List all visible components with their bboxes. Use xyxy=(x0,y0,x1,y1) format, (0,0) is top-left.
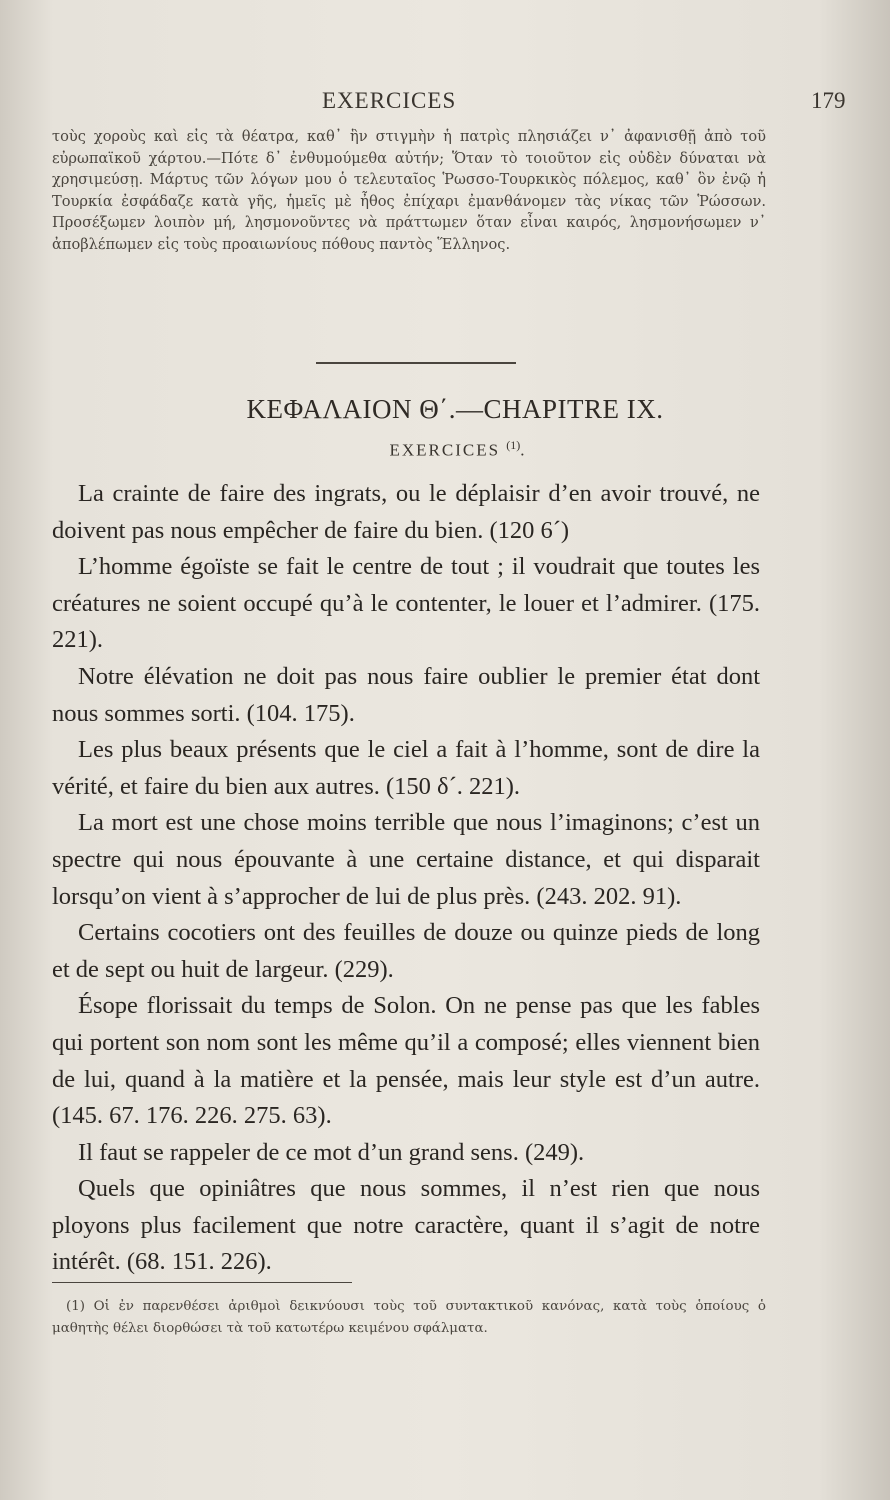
exercise-paragraph: Ésope florissait du temps de Solon. On ne pense pas que les fables qui portent son nom sont les même qu’il a composé; elles viennent bien de lui, quand à la matière et la pensée, mais leur style est d’un autre. (145. 67. 176. 226. 275. 63). xyxy=(52,992,760,1130)
page-header xyxy=(0,88,890,118)
running-title: EXERCICES xyxy=(322,88,457,113)
greek-paragraph: τοὺς χοροὺς καὶ εἰς τὰ θέατρα, καθ᾽ ἣν στιγμὴν ἡ πατρὶς πλησιάζει ν᾽ ἀφανισθῇ ἀπὸ τοῦ εὐρωπαϊκοῦ χάρτου.—Πότε δ᾽ ἐνθυμούμεθα αὐτήν; Ὅταν τὸ τοιοῦτον εἰς οὐδὲν δύναται νὰ χρησιμεύσῃ. Μάρτυς τῶν λόγων μου ὁ τελευταῖος Ῥωσσο-Τουρκικὸς πόλεμος, καθ᾽ ὃν ἐνῷ ἡ Τουρκία ἐσφάδαζε κατὰ γῆς, ἡμεῖς μὲ ἦθος ἐπίχαρι ἐμανθάνομεν τὰς νίκας τῶν Ῥώσσων. Προσέξωμεν λοιπὸν μή, λησμονοῦντες νὰ πράττωμεν ὅταν εἶναι καιρός, λησμονήσωμεν ν᾽ ἀποβλέπωμεν εἰς τοὺς προαιωνίους πόθους παντὸς Ἕλληνος. xyxy=(52,128,766,253)
footnote-marker: (1) xyxy=(506,438,521,452)
exercise-paragraph: Les plus beaux présents que le ciel a fait à l’homme, sont de dire la vérité, et faire du bien aux autres. (150 δ´. 221). xyxy=(52,736,760,800)
section-heading-text: EXERCICES xyxy=(389,440,501,460)
footnote-rule xyxy=(52,1282,352,1283)
exercise-paragraph: Notre élévation ne doit pas nous faire oublier le premier état dont nous sommes sorti. (104. 175). xyxy=(52,662,760,727)
exercise-paragraph: Quels que opiniâtres que nous sommes, il n’est rien que nous ployons plus facilement que notre caractère, quant il s’agit de notre intérêt. (68. 151. 226). xyxy=(52,1175,760,1276)
section-heading: EXERCICES $^{(1)}$. xyxy=(389,438,527,460)
footnote-text: (1) Οἱ ἐν παρενθέσει ἀριθμοὶ δεικνύουσι τοὺς τοῦ συντακτικοῦ κανόνας, κατὰ τοὺς ὁποίους ὁ μαθητὴς θέλει διορθώσει τὰ τοῦ κατωτέρω κειμένου σφάλματα. xyxy=(52,1299,766,1336)
section-divider xyxy=(316,362,516,364)
greek-passage xyxy=(52,126,766,256)
exercise-paragraph: L’homme égoïste se fait le centre de tout ; il voudrait que toutes les créatures ne soient occupé qu’à le contenter, le louer et l’admirer. (175. 221). xyxy=(52,553,760,654)
footnote xyxy=(52,1296,766,1339)
page-number: 179 xyxy=(811,88,846,113)
exercise-paragraph: Il faut se rappeler de ce mot d’un grand sens. (249). xyxy=(78,1138,585,1166)
exercise-paragraph: La mort est une chose moins terrible que nous l’imaginons; c’est un spectre qui nous épouvante à une certaine distance, et qui disparait lorsqu’on vient à s’approcher de lui de plus près. (243. 202. 91). xyxy=(52,809,760,910)
exercise-paragraph: Certains cocotiers ont des feuilles de douze ou quinze pieds de long et de sept ou huit de largeur. (229). xyxy=(52,919,760,983)
chapter-heading: ΚΕΦΑΛΑΙΟΝ Θ΄.—CHAPITRE IX. xyxy=(246,394,664,424)
exercise-text xyxy=(52,476,760,1281)
exercise-paragraph: La crainte de faire des ingrats, ou le déplaisir d’en avoir trouvé, ne doivent pas nous empêcher de faire du bien. (120 6´) xyxy=(52,480,760,544)
